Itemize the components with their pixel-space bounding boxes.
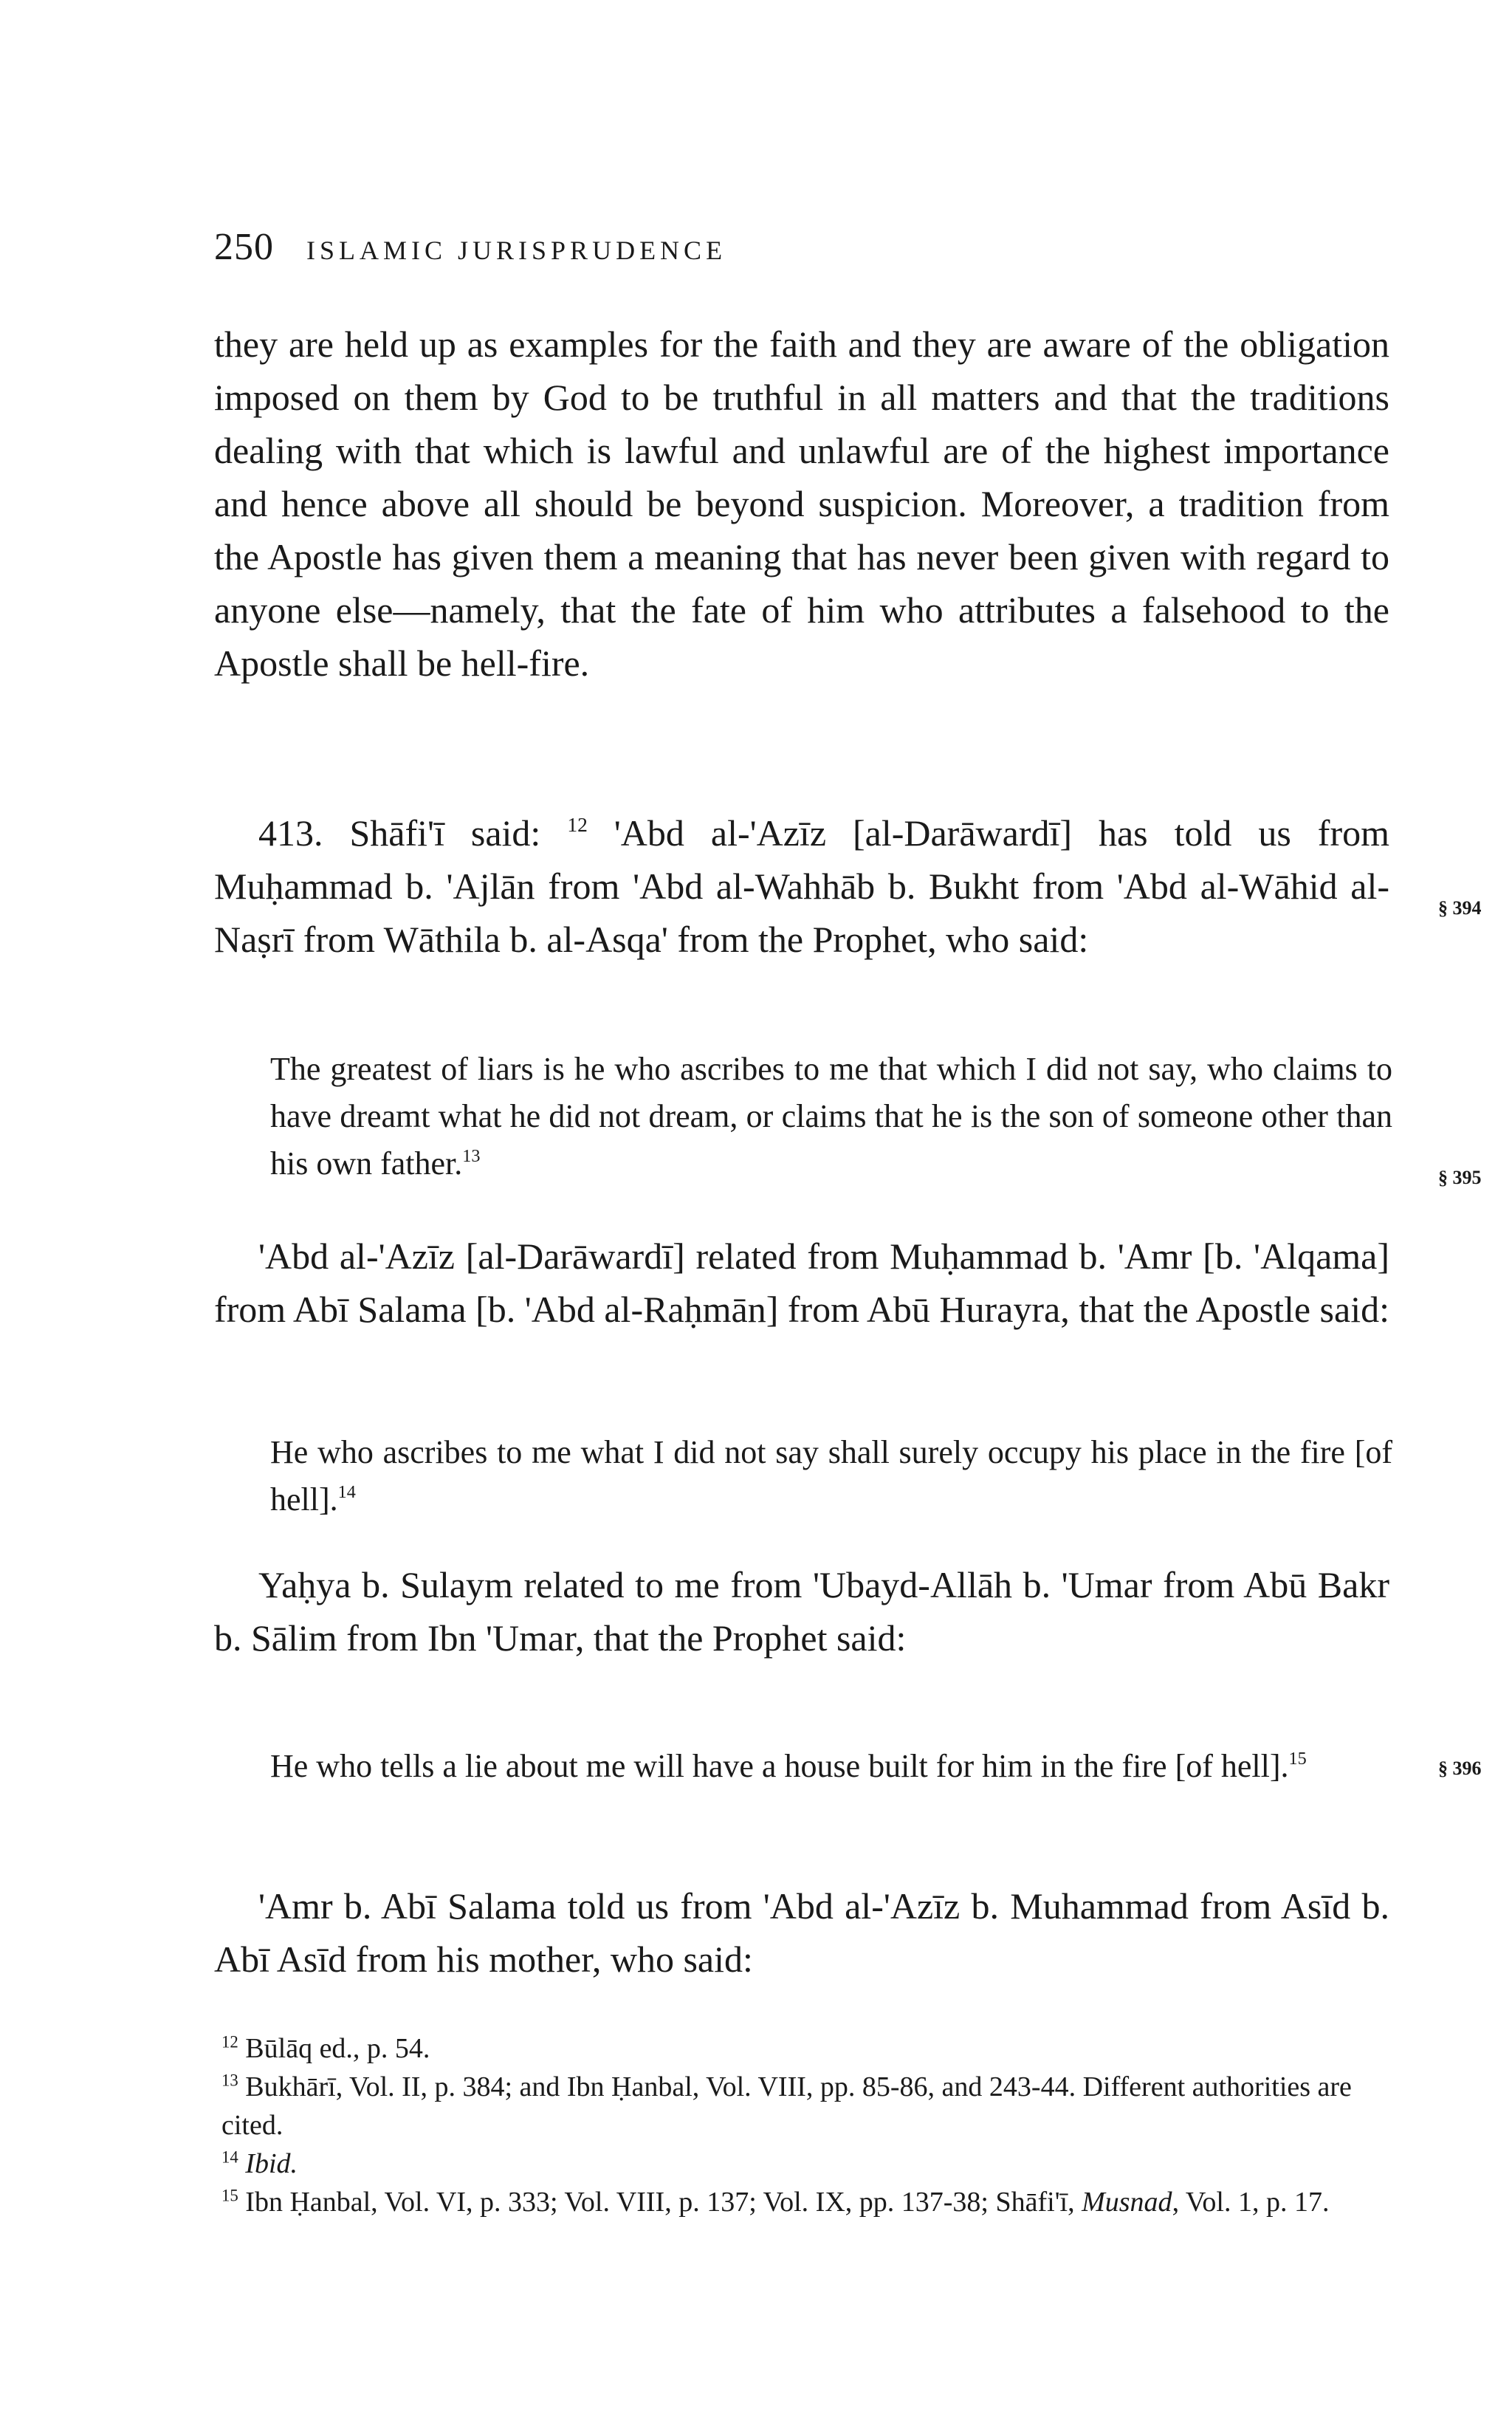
page-number: 250 <box>214 226 274 268</box>
footnote-15-text-b: , Vol. 1, p. 17. <box>1172 2187 1330 2218</box>
footnote-12-number: 12 <box>221 2032 238 2051</box>
quote-2 <box>270 1429 1392 1523</box>
footnote-13-text: Bukhārī, Vol. II, p. 384; and Ibn Ḥanbal, Vol. VIII, pp. 85-86, and 243-44. Different authorities are cited. <box>221 2071 1352 2141</box>
footnote-14-text: Ibid. <box>245 2148 298 2179</box>
footnotes <box>221 2029 1392 2221</box>
footnote-ref-12: 12 <box>567 812 588 836</box>
footnote-13 <box>221 2068 1392 2145</box>
paragraph-4 <box>214 1558 1389 1665</box>
paragraph-1 <box>214 318 1389 690</box>
footnote-12-text: Būlāq ed., p. 54. <box>245 2033 430 2064</box>
quote-1 <box>270 1046 1392 1187</box>
footnote-ref-14: 14 <box>337 1482 356 1503</box>
footnote-12 <box>221 2029 1392 2068</box>
paragraph-5 <box>214 1879 1389 1986</box>
footnote-15-number: 15 <box>221 2186 238 2205</box>
quote-3 <box>270 1743 1392 1790</box>
footnote-15 <box>221 2183 1392 2221</box>
margin-ref-396: § 396 <box>1438 1758 1482 1779</box>
quote-2-body: He who ascribes to me what I did not say shall surely occupy his place in the fire [of hell]. <box>270 1434 1392 1518</box>
paragraph-413-lead: 413. Shāfi'ī said: <box>258 812 541 854</box>
paragraph-5-text: 'Amr b. Abī Salama told us from 'Abd al-'Azīz b. Muhammad from Asīd b. Abī Asīd from his mother, who said: <box>214 1885 1389 1980</box>
quote-3-text <box>270 1743 1392 1790</box>
paragraph-413 <box>214 806 1389 966</box>
paragraph-1-text: they are held up as examples for the faith and they are aware of the obligation imposed on them by God to be truthful in all matters and that the traditions dealing with that which is lawful and unlawful are of the highest importance and hence above all should be beyond suspicion. Moreover, a tradition from the Apostle has given them a meaning that has never been given with regard to anyone else—namely, that the fate of him who attributes a falsehood to the Apostle shall be hell-fire. <box>214 323 1389 684</box>
paragraph-3-text: 'Abd al-'Azīz [al-Darāwardī] related from Muḥammad b. 'Amr [b. 'Alqama] from Abī Salama [b. 'Abd al-Raḥmān] from Abū Hurayra, that the Apostle said: <box>214 1235 1389 1330</box>
quote-3-body: He who tells a lie about me will have a house built for him in the fire [of hell]. <box>270 1748 1289 1784</box>
paragraph-413-body: 'Abd al-'Azīz [al-Darāwardī] has told us from Muḥammad b. 'Ajlān from 'Abd al-Wahhāb b. Bukht from 'Abd al-Wāhid al-Naṣrī from Wāthila b. al-Asqa' from the Prophet, who said: <box>214 812 1389 960</box>
margin-ref-395: § 395 <box>1438 1167 1482 1188</box>
footnote-14 <box>221 2145 1392 2183</box>
paragraph-4-text: Yaḥya b. Sulaym related to me from 'Ubayd-Allāh b. 'Umar from Abū Bakr b. Sālim from Ibn 'Umar, that the Prophet said: <box>214 1564 1389 1659</box>
paragraph-3 <box>214 1230 1389 1336</box>
paragraph-413-text <box>214 806 1389 966</box>
footnote-15-italic: Musnad <box>1082 2187 1172 2218</box>
footnote-14-number: 14 <box>221 2147 238 2167</box>
quote-2-text <box>270 1429 1392 1523</box>
page-header <box>214 225 726 269</box>
margin-ref-394: § 394 <box>1438 897 1482 919</box>
footnote-ref-15: 15 <box>1288 1749 1307 1769</box>
footnote-ref-13: 13 <box>462 1146 481 1167</box>
footnote-15-text-a: Ibn Ḥanbal, Vol. VI, p. 333; Vol. VIII, p. 137; Vol. IX, pp. 137-38; Shāfi'ī, <box>245 2187 1082 2218</box>
quote-1-text <box>270 1046 1392 1187</box>
quote-1-body: The greatest of liars is he who ascribes to me that which I did not say, who claims to have dreamt what he did not dream, or claims that he is the son of someone other than his own father. <box>270 1051 1392 1182</box>
running-title: ISLAMIC JURISPRUDENCE <box>306 236 727 265</box>
footnote-13-number: 13 <box>221 2071 238 2090</box>
